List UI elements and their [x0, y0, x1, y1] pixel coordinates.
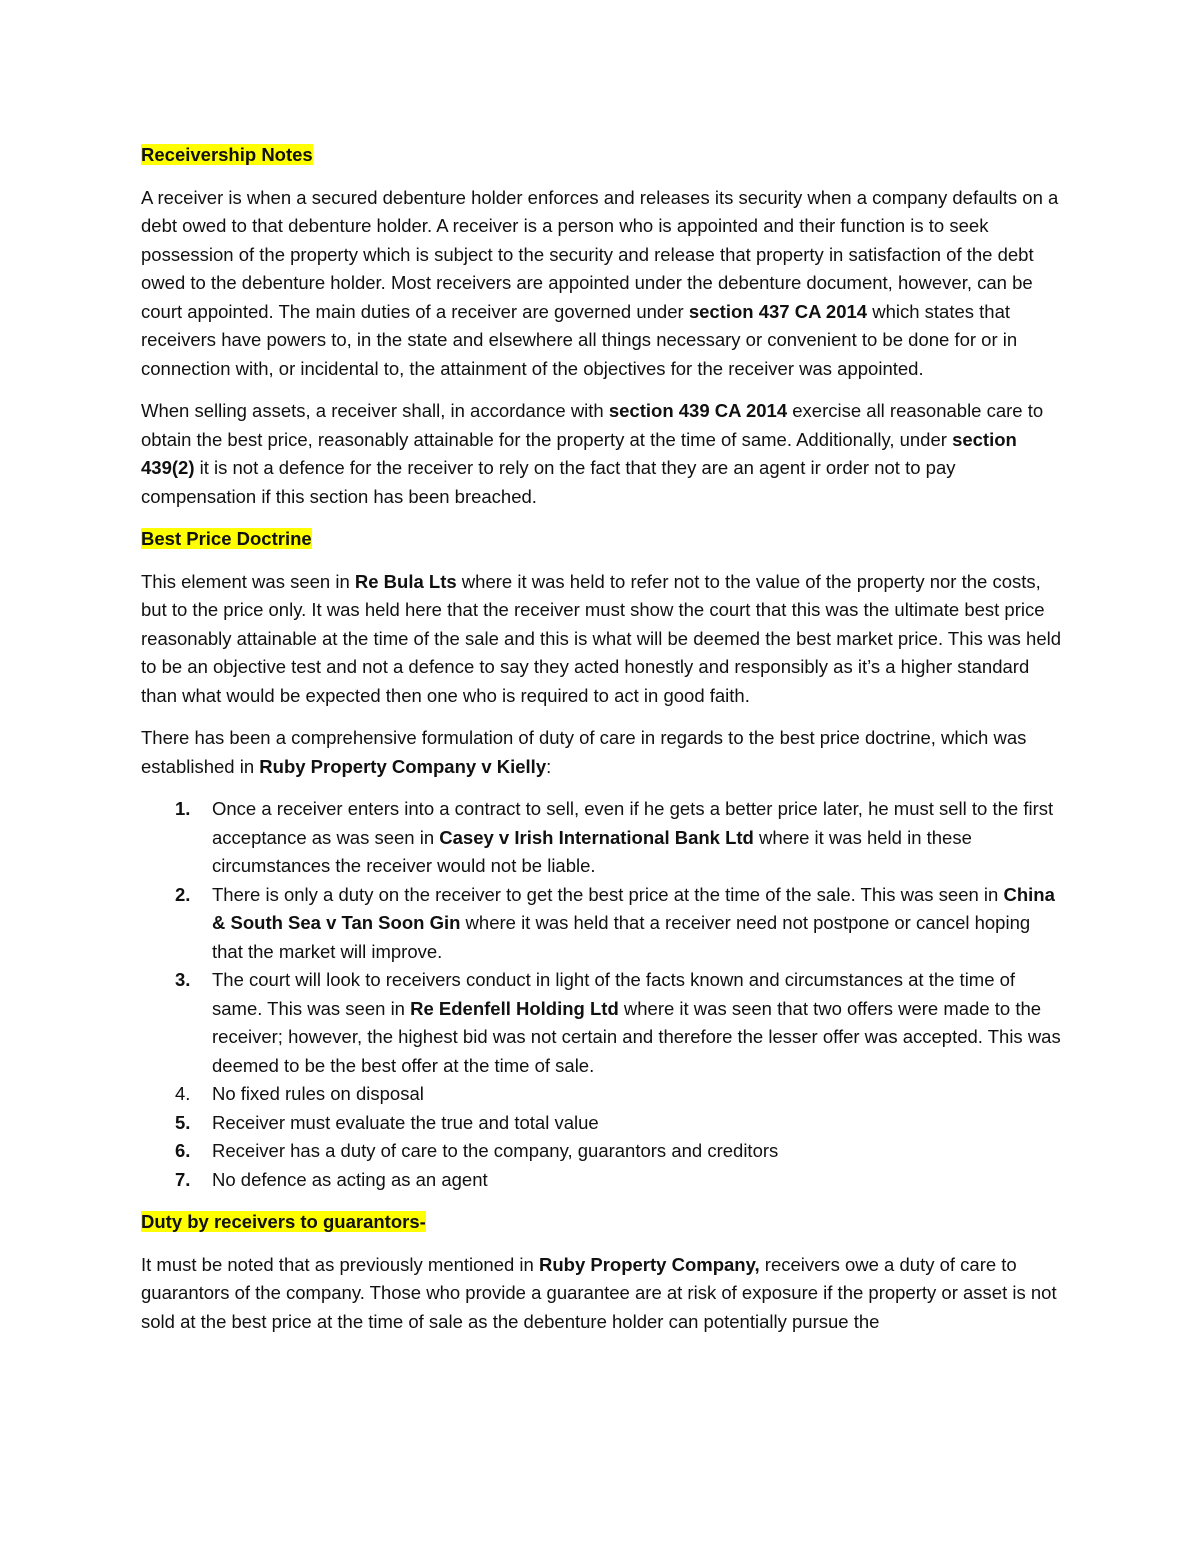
text-run: :: [546, 755, 552, 777]
case-citation: section 439 CA 2014: [608, 400, 788, 421]
paragraph-re-bula: [141, 568, 1063, 711]
text-run: It must be noted that as previously mentioned in: [141, 1253, 539, 1275]
list-number: 6.: [175, 1140, 191, 1161]
list-item-text: [212, 1112, 599, 1133]
text-run: Receiver has a duty of care to the company, guarantors and creditors: [212, 1140, 779, 1161]
case-citation: Casey v Irish International Bank Ltd: [439, 826, 754, 848]
text-run: There is only a duty on the receiver to get the best price at the time of the sale. This was seen in: [212, 883, 1004, 905]
text-run: it is not a defence for the receiver to rely on the fact that they are an agent ir order not to pay compensation if this section has been breached.: [141, 457, 956, 507]
heading-receivership-notes: Receivership Notes: [141, 144, 313, 165]
list-item: [141, 1109, 1063, 1138]
text-run: No defence as acting as an agent: [212, 1168, 488, 1190]
text-run: A receiver is when a secured debenture holder enforces and releases its security when a company defaults on a debt owed to that debenture holder. A receiver is a person who is appointed and their function is to seek possession of the property which is subject to the security and release that property in satisfaction of the debt owed to the debenture holder. Most receivers are appointed under the debenture document, however, can be court appointed. The main duties of a receiver are governed under: [141, 186, 1059, 322]
text-run: Receiver must evaluate the true and total value: [212, 1111, 599, 1133]
text-run: No fixed rules on disposal: [212, 1083, 424, 1104]
heading-best-price-doctrine: Best Price Doctrine: [141, 528, 312, 549]
text-run: exercise all reasonable care to obtain the best price, reasonably attainable for the property at the time of same. Additionally, under: [141, 400, 1044, 450]
case-citation: Re Edenfell Holding Ltd: [410, 997, 619, 1019]
list-number: 5.: [175, 1111, 191, 1133]
list-number: 4.: [175, 1083, 191, 1104]
list-item: [141, 966, 1063, 1080]
list-item: [141, 881, 1063, 967]
paragraph-selling-assets: [141, 397, 1063, 511]
paragraph-ruby-property: [141, 724, 1063, 781]
document-body: [141, 141, 1063, 1350]
list-item-text: [212, 884, 1055, 962]
case-citation: Ruby Property Company,: [538, 1253, 760, 1275]
case-citation: Re Bula Lts: [354, 570, 457, 592]
list-number: 2.: [175, 883, 191, 905]
list-item-text: [212, 798, 1053, 876]
text-run: Once a receiver enters into a contract to sell, even if he gets a better price later, he must sell to the first acceptance as was seen in: [212, 798, 1054, 848]
paragraph-receiver-definition: [141, 184, 1063, 384]
text-run: where it was held in these circumstances the receiver would not be liable.: [212, 826, 972, 876]
list-item-text: [212, 1140, 778, 1161]
case-citation: Ruby Property Company v Kielly: [259, 755, 547, 777]
case-citation: section 437 CA 2014: [688, 300, 868, 322]
case-citation: China & South Sea v Tan Soon Gin: [212, 883, 1055, 933]
list-item: [141, 1166, 1063, 1195]
list-item: [141, 1137, 1063, 1166]
text-run: which states that receivers have powers to, in the state and elsewhere all things necessary or convenient to be done for or in connection with, or incidental to, the attainment of the objectives for the receiver was appointed.: [141, 300, 1018, 379]
case-citation: section 439(2): [141, 428, 1017, 478]
text-run: This element was seen in: [141, 570, 355, 592]
text-run: where it was seen that two offers were made to the receiver; however, the highest bid was not certain and therefore the lesser offer was accepted. This was deemed to be the best offer at the time of sale.: [212, 997, 1061, 1076]
list-item: [141, 795, 1063, 881]
list-number: 3.: [175, 969, 191, 990]
list-item-text: [212, 1083, 424, 1104]
paragraph-guarantors: [141, 1251, 1063, 1337]
list-item: [141, 1080, 1063, 1109]
list-number: 1.: [175, 798, 191, 819]
text-run: There has been a comprehensive formulation of duty of care in regards to the best price doctrine, which was established in: [141, 727, 1027, 777]
duty-of-care-list: [141, 795, 1063, 1194]
text-run: where it was held to refer not to the value of the property nor the costs, but to the price only. It was held here that the receiver must show the court that this was the ultimate best price reasonably attainable at the time of the sale and this is what will be deemed the best market price. This was held to be an objective test and not a defence to say they acted honestly and responsibly as it’s a higher standard than what would be expected then one who is required to act in good faith.: [141, 570, 1062, 706]
text-run: receivers owe a duty of care to guarantors of the company. Those who provide a guarantee are at risk of exposure if the property or asset is not sold at the best price at the time of sale as the debenture holder can potentially pursue the: [141, 1253, 1057, 1332]
text-run: When selling assets, a receiver shall, in accordance with: [141, 400, 609, 421]
text-run: where it was held that a receiver need not postpone or cancel hoping that the market will improve.: [212, 912, 1031, 962]
text-run: The court will look to receivers conduct in light of the facts known and circumstances at the time of same. This was seen in: [212, 969, 1016, 1019]
list-number: 7.: [175, 1168, 191, 1190]
list-item-text: [212, 1169, 488, 1190]
list-item-text: [212, 969, 1061, 1076]
heading-duty-to-guarantors: Duty by receivers to guarantors-: [141, 1211, 426, 1232]
